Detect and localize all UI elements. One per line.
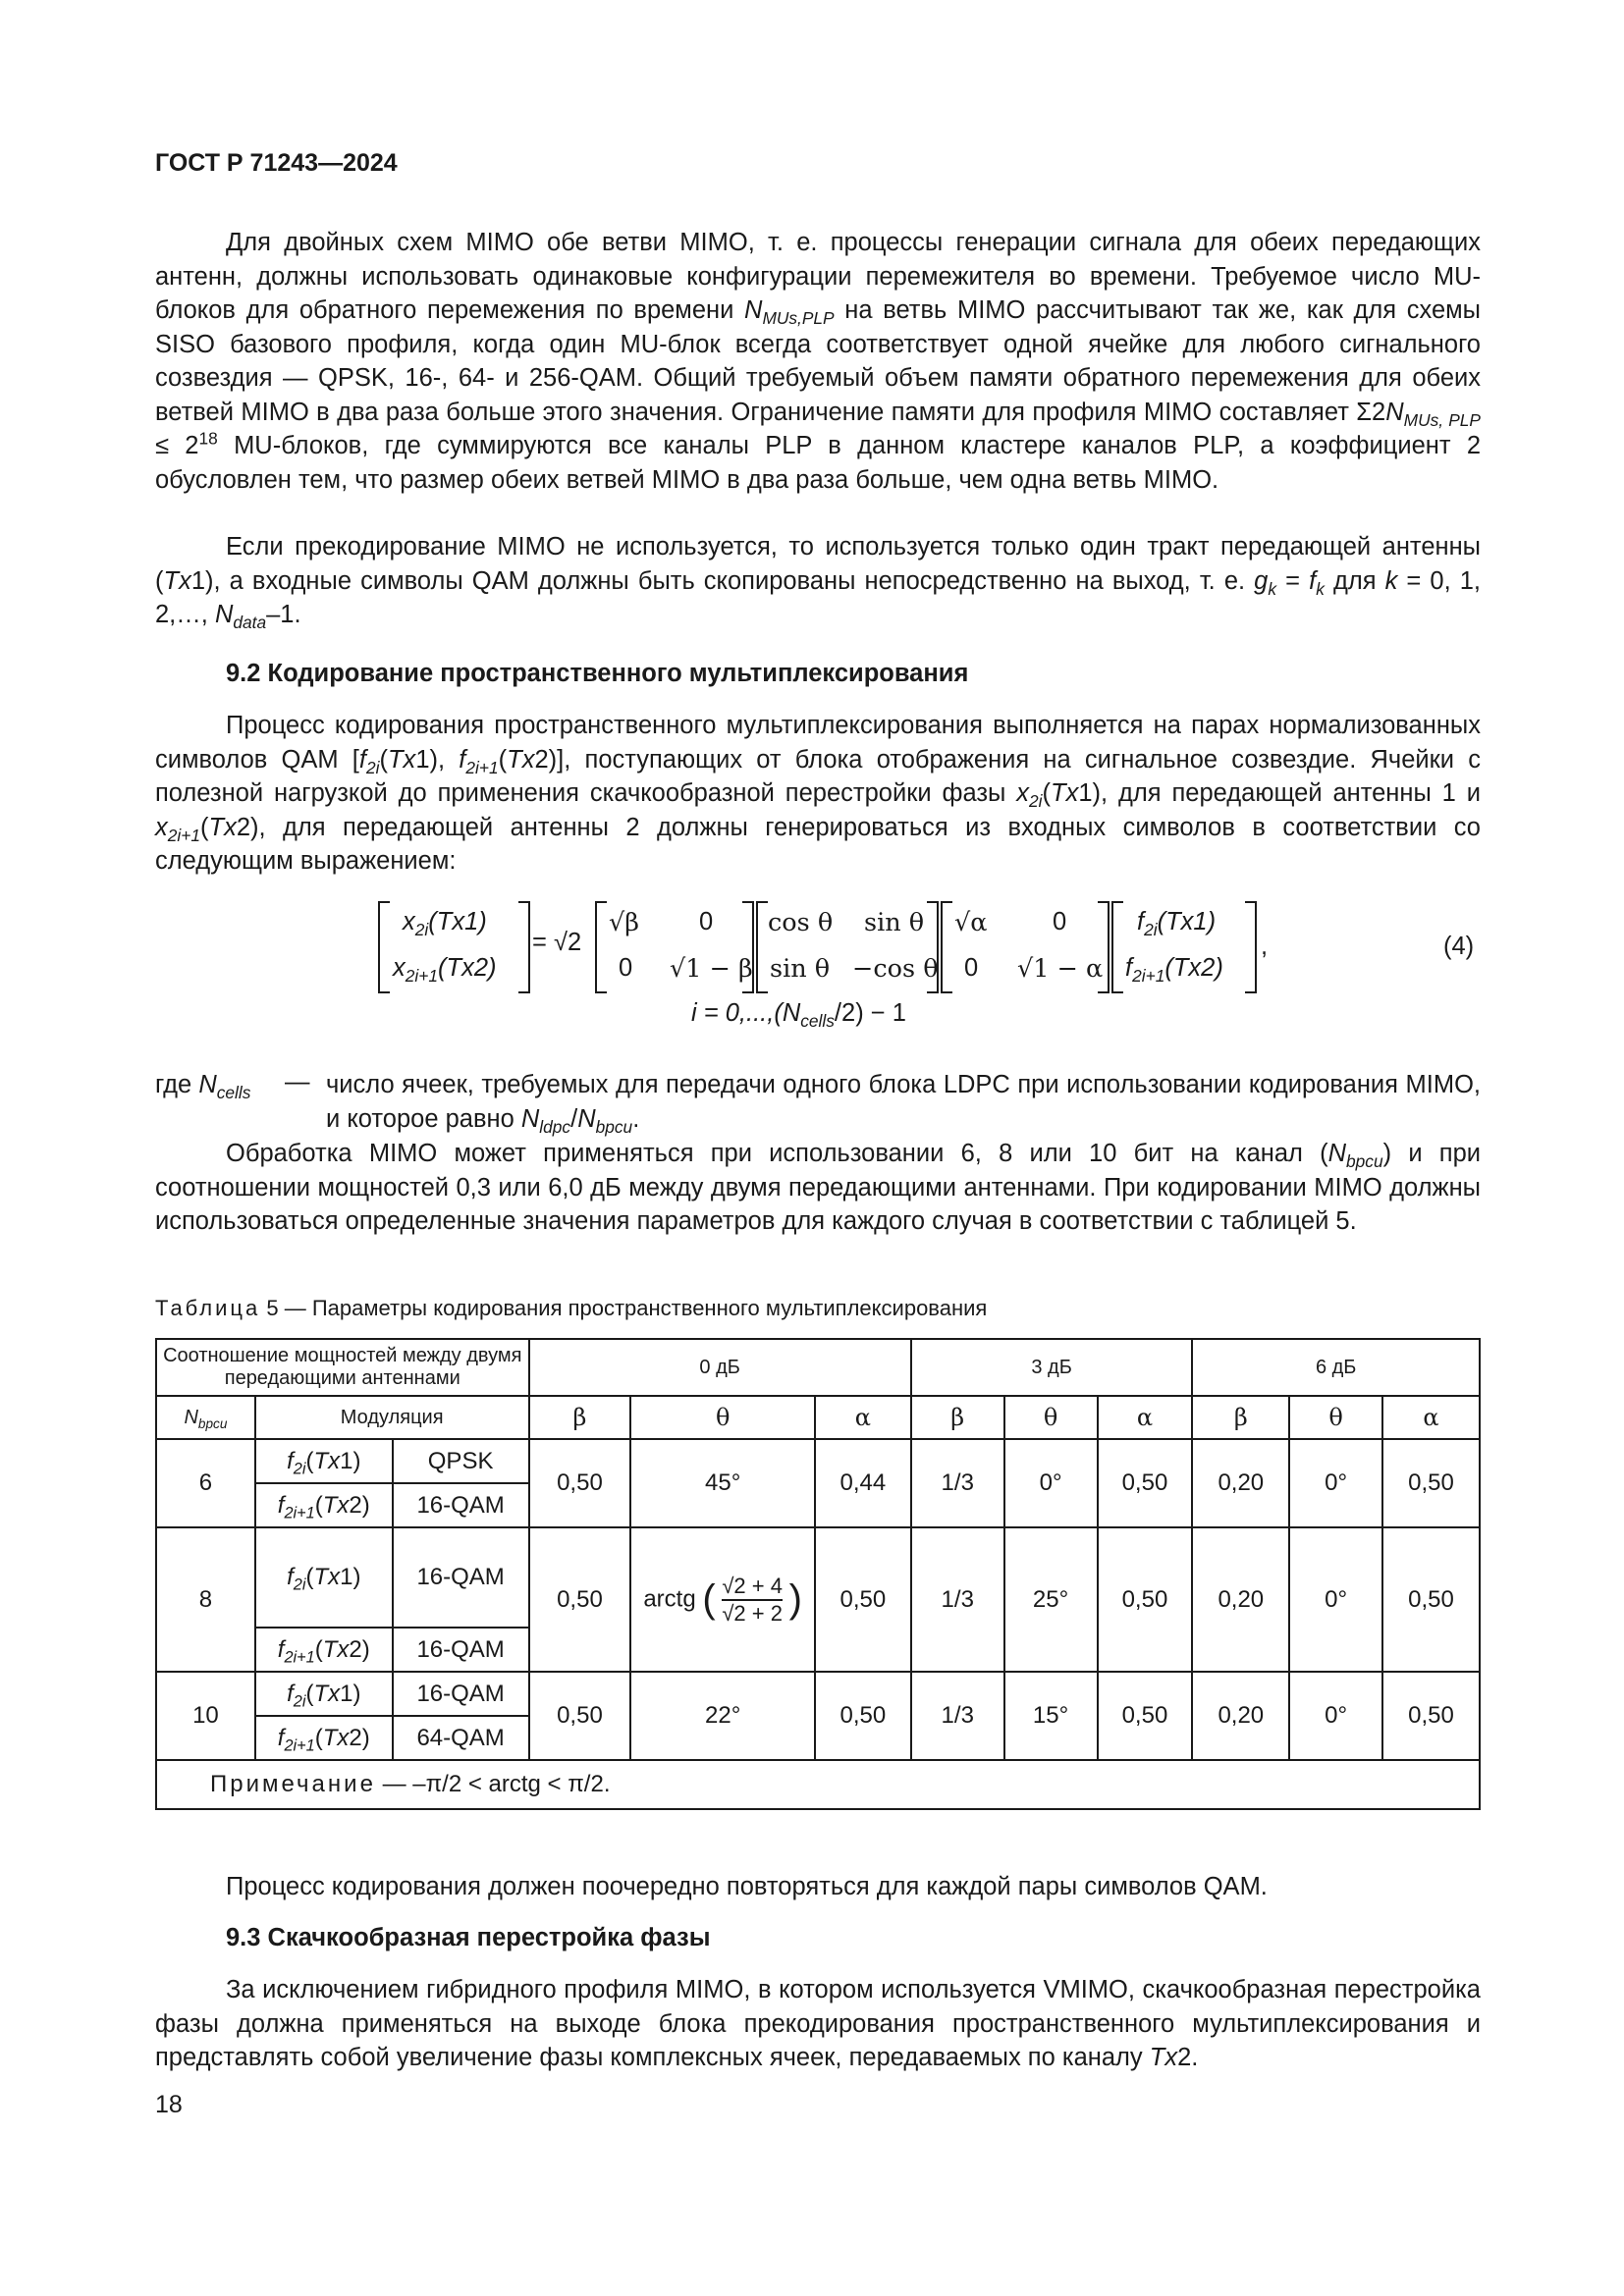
eq-sqrt-beta: √β — [609, 908, 639, 937]
eq-zero: 0 — [964, 954, 979, 982]
cell-mod2: 16-QAM — [393, 1628, 529, 1672]
eq-zero: 0 — [1053, 908, 1067, 935]
header-theta: θ — [630, 1396, 815, 1439]
cell-mod1: QPSK — [393, 1439, 529, 1483]
eq-sqrt-1-alpha: √1 − α — [1017, 954, 1104, 984]
cell-mod2: 16-QAM — [393, 1483, 529, 1527]
cell-beta-3db: 1/3 — [911, 1672, 1004, 1760]
cell-beta-6db: 0,20 — [1192, 1527, 1289, 1672]
eq-sin: sin θ — [864, 908, 925, 937]
cell-theta-6db: 0° — [1289, 1439, 1382, 1527]
cell-beta-6db: 0,20 — [1192, 1439, 1289, 1527]
cell-nbpcu: 6 — [156, 1439, 255, 1527]
cell-f2i1-tx2: $f_{2i+1}(Tx2)$ — [255, 1483, 393, 1527]
header-theta: θ — [1289, 1396, 1382, 1439]
eq-cos: cos θ — [768, 908, 834, 937]
equation-number: (4) — [1443, 933, 1475, 960]
cell-f2i-tx1: $f_{2i}(Tx1)$ — [255, 1527, 393, 1628]
cell-mod1: 16-QAM — [393, 1527, 529, 1628]
cell-theta-3db: 0° — [1004, 1439, 1098, 1527]
cell-f2i1-tx2: $f_{2i+1}(Tx2)$ — [255, 1628, 393, 1672]
cell-alpha-6db: 0,50 — [1382, 1439, 1480, 1527]
paragraph-no-precoding: Если прекодирование MIMO не используется, то используется только один тракт передающей антенны (Tx1), а входные символы QAM должны быть скопированы непосредственно на выход, т. е. $g_k = f_k$ для k = 0, 1, 2,…, $N_{data}-1$. — [155, 533, 1481, 633]
eq-x2i1: $x_{2i+1}(Tx2)$ — [393, 954, 497, 987]
cell-alpha-3db: 0,50 — [1098, 1672, 1193, 1760]
bracket-left — [1111, 901, 1123, 993]
eq-zero: 0 — [619, 954, 633, 982]
eq-f2i1: $f_{2i+1}(Tx2)$ — [1125, 954, 1223, 987]
eq-range: $i = 0,...,(N_{cells}/2) - 1$ — [691, 999, 906, 1032]
eq-sqrt2: = √2 — [532, 929, 582, 956]
cell-beta-0db: 0,50 — [529, 1439, 631, 1527]
bracket-right — [518, 901, 530, 993]
cell-alpha-6db: 0,50 — [1382, 1672, 1480, 1760]
cell-alpha-3db: 0,50 — [1098, 1439, 1193, 1527]
where-dash: — — [285, 1068, 310, 1095]
cell-alpha-0db: 0,50 — [815, 1672, 911, 1760]
table-note: Примечание — –π/2 < arctg < π/2. — [156, 1760, 1480, 1809]
bracket-left — [378, 901, 390, 993]
bracket-left — [595, 901, 607, 993]
bracket-right — [742, 901, 754, 993]
table-caption: Таблица 5 — Параметры кодирования пространственного мультиплексирования — [155, 1296, 988, 1320]
cell-nbpcu: 10 — [156, 1672, 255, 1760]
cell-beta-3db: 1/3 — [911, 1527, 1004, 1672]
header-alpha: α — [1382, 1396, 1480, 1439]
cell-beta-3db: 1/3 — [911, 1439, 1004, 1527]
eq-comma: , — [1261, 933, 1269, 960]
cell-theta-6db: 0° — [1289, 1672, 1382, 1760]
cell-theta-0db: 45° — [630, 1439, 815, 1527]
header-beta: β — [529, 1396, 631, 1439]
cell-f2i-tx1: $f_{2i}(Tx1)$ — [255, 1672, 393, 1716]
cell-theta-3db: 15° — [1004, 1672, 1098, 1760]
bracket-left — [941, 901, 952, 993]
cell-beta-0db: 0,50 — [529, 1527, 631, 1672]
paragraph-mimo-memory: Для двойных схем MIMO обе ветви MIMO, т. е. процессы генерации сигнала для обеих передающих антенн, должны использовать одинаковые конфигурации перемежителя во времени. Требуемое число MU-блоков для обратного перемежения по времени $N_{MUs,PLP}$ на ветвь MIMO рассчитывают так же, как для схемы SISO базового профиля, когда один MU-блок всегда соответствует одной ячейке для любого сигнального созвездия — QPSK, 16-, 64- и 256-QAM. Общий требуемый объем памяти обратного перемежения для обеих ветвей MIMO в два раза больше этого значения. Ограничение памяти для профиля MIMO составляет $\Sigma 2N_{MUs, PLP} \le 2^{18}$ MU-блоков, где суммируются все каналы PLP в данном кластере каналов PLP, а коэффициент 2 обусловлен тем, что размер обеих ветвей MIMO в два раза больше, чем одна ветвь MIMO. — [155, 229, 1481, 494]
header-6db: 6 дБ — [1192, 1339, 1480, 1396]
cell-theta-0db: 22° — [630, 1672, 815, 1760]
bracket-right — [927, 901, 939, 993]
cell-theta-3db: 25° — [1004, 1527, 1098, 1672]
header-theta: θ — [1004, 1396, 1098, 1439]
cell-beta-6db: 0,20 — [1192, 1672, 1289, 1760]
section-heading-9-2: 9.2 Кодирование пространственного мультиплексирования — [226, 660, 969, 687]
eq-f2i: $f_{2i}(Tx1)$ — [1137, 908, 1217, 940]
eq-sqrt-alpha: √α — [954, 908, 988, 937]
paragraph-repeat: Процесс кодирования должен поочередно повторяться для каждой пары символов QAM. — [226, 1873, 1268, 1900]
table-5 — [155, 1338, 1481, 1810]
cell-nbpcu: 8 — [156, 1527, 255, 1672]
eq-sqrt-1-beta: √1 − β — [670, 954, 753, 984]
bracket-right — [1098, 901, 1110, 993]
cell-beta-0db: 0,50 — [529, 1672, 631, 1760]
cell-f2i-tx1: $f_{2i}(Tx1)$ — [255, 1439, 393, 1483]
cell-theta-6db: 0° — [1289, 1527, 1382, 1672]
section-heading-9-3: 9.3 Скачкообразная перестройка фазы — [226, 1924, 711, 1951]
where-clause: где $N_{cells}$ — [155, 1071, 251, 1103]
header-alpha: α — [1098, 1396, 1193, 1439]
page-number: 18 — [155, 2091, 183, 2118]
cell-theta-0db: arctg ( $\frac{√2 + 4}{√2 + 2}$ ) — [630, 1527, 815, 1672]
cell-mod2: 64-QAM — [393, 1716, 529, 1760]
cell-alpha-6db: 0,50 — [1382, 1527, 1480, 1672]
eq-sin: sin θ — [770, 954, 831, 984]
cell-alpha-0db: 0,50 — [815, 1527, 911, 1672]
cell-alpha-0db: 0,44 — [815, 1439, 911, 1527]
header-beta: β — [911, 1396, 1004, 1439]
eq-x2i: $x_{2i}(Tx1)$ — [403, 908, 487, 940]
paragraph-mimo-processing: Обработка MIMO может применяться при использовании 6, 8 или 10 бит на канал $(N_{bpcu})$ и при соотношении мощностей 0,3 или 6,0 дБ между двумя передающими антеннами. При кодировании MIMO должны использоваться определенные значения параметров для каждого случая в соответствии с таблицей 5. — [155, 1140, 1482, 1235]
header-modulation: Модуляция — [255, 1396, 529, 1439]
where-definition: число ячеек, требуемых для передачи одного блока LDPC при использовании кодирования MIMO, и которое равно $N_{ldpc}/N_{bpcu}$. — [326, 1071, 1481, 1137]
header-alpha: α — [815, 1396, 911, 1439]
header-power-ratio: Соотношение мощностей между двумя передающими антеннами — [156, 1339, 529, 1396]
eq-zero: 0 — [699, 908, 714, 935]
bracket-right — [1245, 901, 1257, 993]
paragraph-spatial-multiplexing: Процесс кодирования пространственного мультиплексирования выполняется на парах нормализованных символов QAM [$f_{2i}(Tx1)$, $f_{2i+1}(Tx2)$], поступающих от блока отображения на сигнальное созвездие. Ячейки с полезной нагрузкой до применения скачкообразной перестройки фазы $x_{2i}(Tx1)$, для передающей антенны 1 и $x_{2i+1}(Tx2)$, для передающей антенны 2 должны генерироваться из входных символов в соответствии со следующим выражением: — [155, 712, 1482, 875]
paragraph-phase-hopping: За исключением гибридного профиля MIMO, в котором используется VMIMO, скачкообразная перестройка фазы должна применяться на выходе блока прекодирования пространственного мультиплексирования и представлять собой увеличение фазы комплексных ячеек, передаваемых по каналу Tx2. — [155, 1976, 1481, 2071]
cell-mod1: 16-QAM — [393, 1672, 529, 1716]
bracket-left — [756, 901, 768, 993]
eq-minus-cos: −cos θ — [852, 954, 939, 984]
document-header: ГОСТ Р 71243—2024 — [155, 149, 398, 177]
header-beta: β — [1192, 1396, 1289, 1439]
header-nbpcu: $N_{bpcu}$ — [156, 1396, 255, 1439]
cell-alpha-3db: 0,50 — [1098, 1527, 1193, 1672]
header-0db: 0 дБ — [529, 1339, 911, 1396]
header-3db: 3 дБ — [911, 1339, 1193, 1396]
cell-f2i1-tx2: $f_{2i+1}(Tx2)$ — [255, 1716, 393, 1760]
